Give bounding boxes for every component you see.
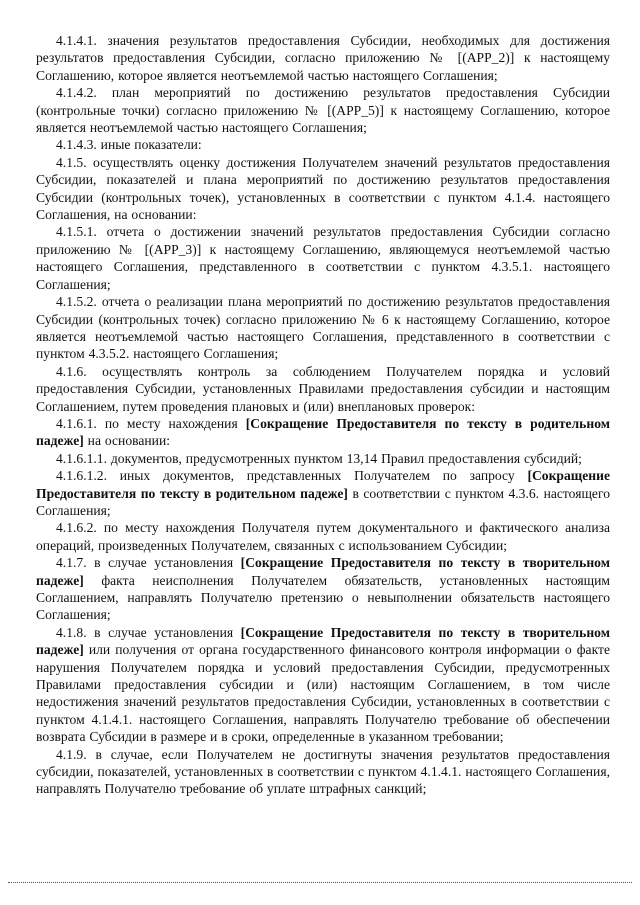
paragraph-text: 4.1.9. в случае, если Получателем не достигнуты значения результатов предоставления субсидии, показателей, установленных в соответствии с пунктом 4.1.4.1. настоящего Соглашения, направлять Получателю требование об уплате штрафных санкций;: [36, 746, 610, 797]
paragraph-text: или получения от органа государственного финансового контроля информации о факте нарушения Получателем порядка и условий предоставления Субсидии, предусмотренных Правилами предоставления субсидии и (или) настоящим Соглашением, в том числе недостижения значений результатов предоставления Субсидии, установленных в соответствии с пунктом 4.1.4.1. настоящего Соглашения, направлять Получателю требование об обеспечении возврата Субсидии в размере и в сроки, определенные в указанном требовании;: [36, 642, 610, 745]
paragraph-text: 4.1.6.1.1. документов, предусмотренных пунктом 13,14 Правил предоставления субсидий;: [56, 450, 582, 466]
paragraph: [36, 746, 610, 798]
paragraph-text: 4.1.4.1. значения результатов предоставления Субсидии, необходимых для достижения результатов предоставления Субсидии, согласно приложению № [(APP_2)] к настоящему Соглашению, которое является неотъемлемой частью настоящего Соглашения;: [36, 33, 610, 83]
page-footer-divider: [8, 882, 632, 883]
paragraph-text: 4.1.6.1. по месту нахождения: [56, 415, 246, 431]
paragraph-text: факта неисполнения Получателем обязательств, установленных настоящим Соглашением, направлять Получателю претензию о невыполнении обязательств настоящего Соглашения;: [36, 572, 610, 623]
placeholder-text: [Сокращение Предоставителя по тексту в родительном падеже]: [36, 415, 610, 449]
paragraph-text: 4.1.5. осуществлять оценку достижения Получателем значений результатов предоставления Субсидии, показателей и плана мероприятий по достижению результатов предоставления Субсидии (контрольных точек), установленных в соответствии с пунктом 4.1.4. настоящего Соглашения, на основании:: [36, 154, 610, 223]
paragraph-text: 4.1.4.2. план мероприятий по достижению результатов предоставления Субсидии (контрольные точки) согласно приложению № [(APP_5)] к настоящему Соглашению, которое является неотъемлемой частью настоящего Соглашения;: [36, 85, 610, 136]
paragraph-text: в соответствии с пунктом 4.3.6. настоящего Соглашения;: [36, 485, 610, 518]
paragraph: [36, 467, 610, 519]
paragraph: [36, 415, 610, 450]
paragraph: [36, 136, 610, 153]
paragraph-text: 4.1.4.3. иные показатели:: [56, 137, 202, 153]
placeholder-text: [Сокращение Предоставителя по тексту в творительном падеже]: [36, 624, 610, 658]
paragraph-text: 4.1.7. в случае установления: [56, 555, 241, 571]
paragraph-text: на основании:: [83, 433, 171, 449]
paragraph-text: 4.1.6.1.2. иных документов, представленных Получателем по запросу: [56, 468, 528, 484]
paragraph: [36, 84, 610, 136]
paragraph: [36, 223, 610, 293]
paragraph: [36, 450, 610, 467]
paragraph-text: 4.1.5.2. отчета о реализации плана мероприятий по достижению результатов предоставления Субсидии (контрольных точек) согласно приложению № 6 к настоящему Соглашению, которое является неотъемлемой частью настоящего Соглашения, представленного в соответствии с пунктом 4.3.5.2. настоящего Соглашения;: [36, 294, 610, 362]
paragraph-text: 4.1.8. в случае установления: [56, 624, 241, 640]
paragraph-text: 4.1.6.2. по месту нахождения Получателя путем документального и фактического анализа операций, произведенных Получателем, связанных с использованием Субсидии;: [36, 520, 610, 553]
paragraph: [36, 554, 610, 624]
placeholder-text: [Сокращение Предоставителя по тексту в творительном падеже]: [36, 555, 610, 588]
paragraph: [36, 32, 610, 84]
paragraph: [36, 154, 610, 224]
document-body: [36, 32, 610, 798]
paragraph: [36, 519, 610, 554]
paragraph: [36, 363, 610, 415]
paragraph-text: 4.1.5.1. отчета о достижении значений результатов предоставления Субсидии согласно приложению № [(APP_3)] к настоящему Соглашению, являющемуся неотъемлемой частью настоящего Соглашения, представленного в соответствии с пунктом 4.3.5.1. настоящего Соглашения;: [36, 224, 610, 292]
placeholder-text: [Сокращение Предоставителя по тексту в родительном падеже]: [36, 468, 610, 501]
paragraph: [36, 624, 610, 746]
paragraph-text: 4.1.6. осуществлять контроль за соблюдением Получателем порядка и условий предоставления Субсидии, установленных Правилами предоставления субсидии и настоящим Соглашением, путем проведения плановых и (или) внеплановых проверок:: [36, 363, 610, 414]
paragraph: [36, 293, 610, 363]
